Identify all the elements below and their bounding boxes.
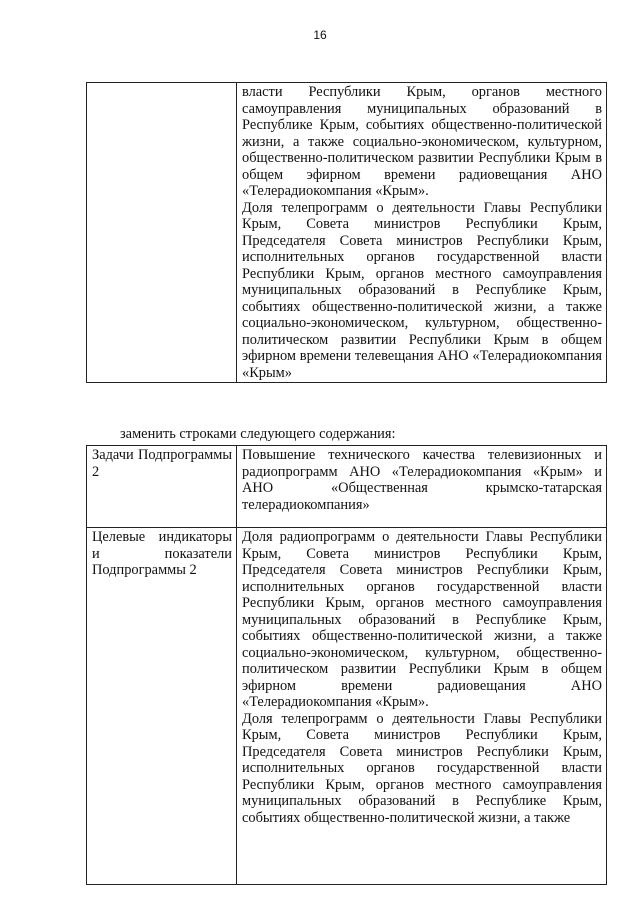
paragraph-radio-share-end: власти Республики Крым, органов местного самоуправления муниципальных образований в Республике Крым, событиях общественно-политической жизни, а также социально-экономическом, культурном, общественно-политическом развитии Республики Крым в общем эфирном времени радиовещания АНО «Телерадиокомпания «Крым».: [242, 84, 602, 199]
page-number: 16: [313, 28, 327, 42]
paragraph-tv-share: Доля телепрограмм о деятельности Главы Республики Крым, Совета министров Республики Крым, Председателя Совета министров Республики Крым, исполнительных органов государственной власти Республики Крым, органов местного самоуправления муниципальных образований в Республике Крым, событиях общественно-политической жизни, а также социально-экономическом, культурном, общественно-политическом развитии Республики Крым в общем эфирном времени телевещания АНО «Телерадиокомпания «Крым»: [242, 199, 602, 381]
paragraph-radio-share: Доля радиопрограмм о деятельности Главы Республики Крым, Совета министров Республики Крым, Председателя Совета министров Республики Крым, исполнительных органов государственной власти Республики Крым, органов местного самоуправления муниципальных образований в Республике Крым, событиях общественно-политической жизни, а также социально-экономическом, культурном, общественно-политическом развитии Республики Крым в общем эфирном времени радиовещания АНО «Телерадиокомпания «Крым».: [242, 529, 602, 711]
paragraph-tv-share-new: Доля телепрограмм о деятельности Главы Республики Крым, Совета министров Республики Крым, Председателя Совета министров Республики Крым, исполнительных органов государственной власти Республики Крым, органов местного самоуправления муниципальных образований в Республике Крым, событиях общественно-политической жизни, а также: [242, 710, 602, 826]
table-cell-text: [237, 83, 607, 383]
table-row: [87, 446, 607, 528]
replacement-intro: заменить строками следующего содержания:: [120, 426, 396, 442]
table-row: [87, 83, 607, 383]
row-label-tasks: Задачи Подпрограммы 2: [87, 446, 237, 528]
table-row: [87, 528, 607, 885]
table-cell-empty: [87, 83, 237, 383]
replacement-table: [86, 445, 607, 885]
table-cell-text: [237, 528, 607, 885]
continued-table: [86, 82, 607, 383]
row-label-indicators: Целевые индикаторы и показатели Подпрограммы 2: [87, 528, 237, 885]
table-cell-text: [237, 446, 607, 528]
paragraph-tasks: Повышение технического качества телевизионных и радиопрограмм АНО «Телерадиокомпания «Крым» и АНО «Общественная крымско-татарская телерадиокомпания»: [242, 447, 602, 513]
